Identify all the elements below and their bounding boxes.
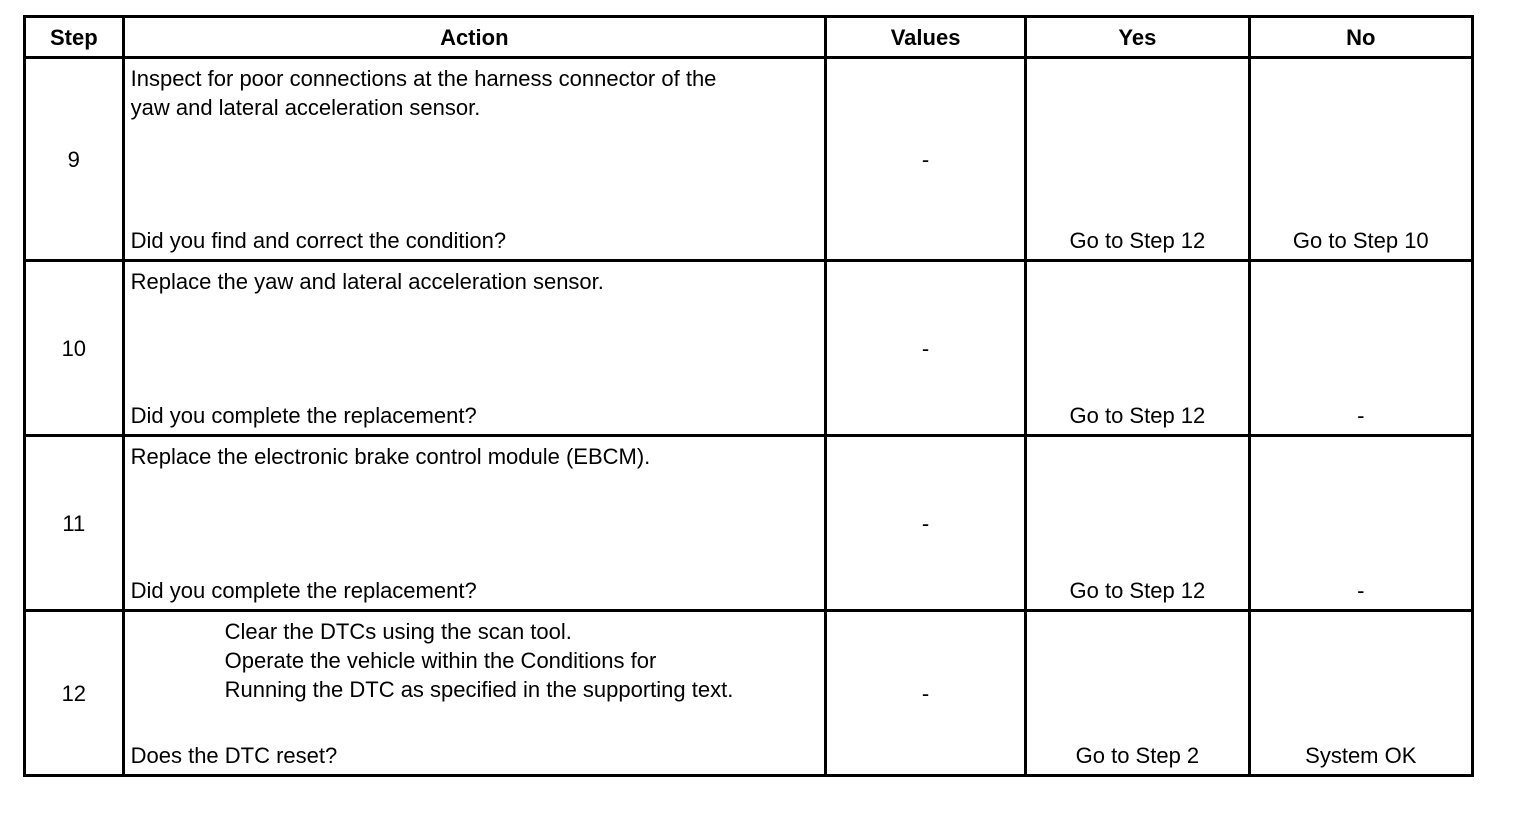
action-cell (123, 611, 825, 776)
action-line: Replace the electronic brake control module (EBCM). (130, 444, 651, 469)
table-row (25, 58, 1473, 261)
diagnostic-table (23, 15, 1474, 777)
action-line: Running the DTC as specified in the supporting text. (224, 677, 734, 702)
values-cell: - (825, 611, 1025, 776)
table-row (25, 611, 1473, 776)
no-result: - (1357, 578, 1365, 603)
action-line: Clear the DTCs using the scan tool. (224, 619, 572, 644)
header-action: Action (123, 17, 825, 58)
header-step: Step (25, 17, 124, 58)
step-number: 12 (25, 611, 124, 776)
table-row (25, 261, 1473, 436)
step-number: 10 (25, 261, 124, 436)
action-question: Did you complete the replacement? (130, 403, 477, 428)
step-number: 11 (25, 436, 124, 611)
action-question: Does the DTC reset? (130, 743, 338, 768)
no-result: Go to Step 10 (1292, 228, 1429, 253)
yes-cell (1026, 611, 1249, 776)
no-cell (1249, 611, 1472, 776)
header-no: No (1249, 17, 1472, 58)
action-cell (123, 436, 825, 611)
table-row (25, 436, 1473, 611)
yes-result: Go to Step 12 (1069, 403, 1206, 428)
yes-result: Go to Step 12 (1069, 578, 1206, 603)
action-cell (123, 58, 825, 261)
action-line: Operate the vehicle within the Conditions for (224, 648, 657, 673)
yes-cell (1026, 436, 1249, 611)
yes-cell (1026, 261, 1249, 436)
action-question: Did you find and correct the condition? (130, 228, 507, 253)
action-line: Replace the yaw and lateral acceleration sensor. (130, 269, 604, 294)
step-number: 9 (25, 58, 124, 261)
no-cell (1249, 58, 1472, 261)
action-line: yaw and lateral acceleration sensor. (130, 95, 481, 120)
header-yes: Yes (1026, 17, 1249, 58)
yes-result: Go to Step 12 (1069, 228, 1206, 253)
action-cell (123, 261, 825, 436)
no-result: - (1357, 403, 1365, 428)
header-values: Values (825, 17, 1025, 58)
header-row (25, 17, 1473, 58)
action-question: Did you complete the replacement? (130, 578, 477, 603)
no-cell (1249, 436, 1472, 611)
values-cell: - (825, 436, 1025, 611)
no-cell (1249, 261, 1472, 436)
values-cell: - (825, 261, 1025, 436)
yes-cell (1026, 58, 1249, 261)
values-cell: - (825, 58, 1025, 261)
yes-result: Go to Step 2 (1075, 743, 1200, 768)
no-result: System OK (1305, 743, 1417, 768)
action-line: Inspect for poor connections at the harness connector of the (130, 66, 717, 91)
